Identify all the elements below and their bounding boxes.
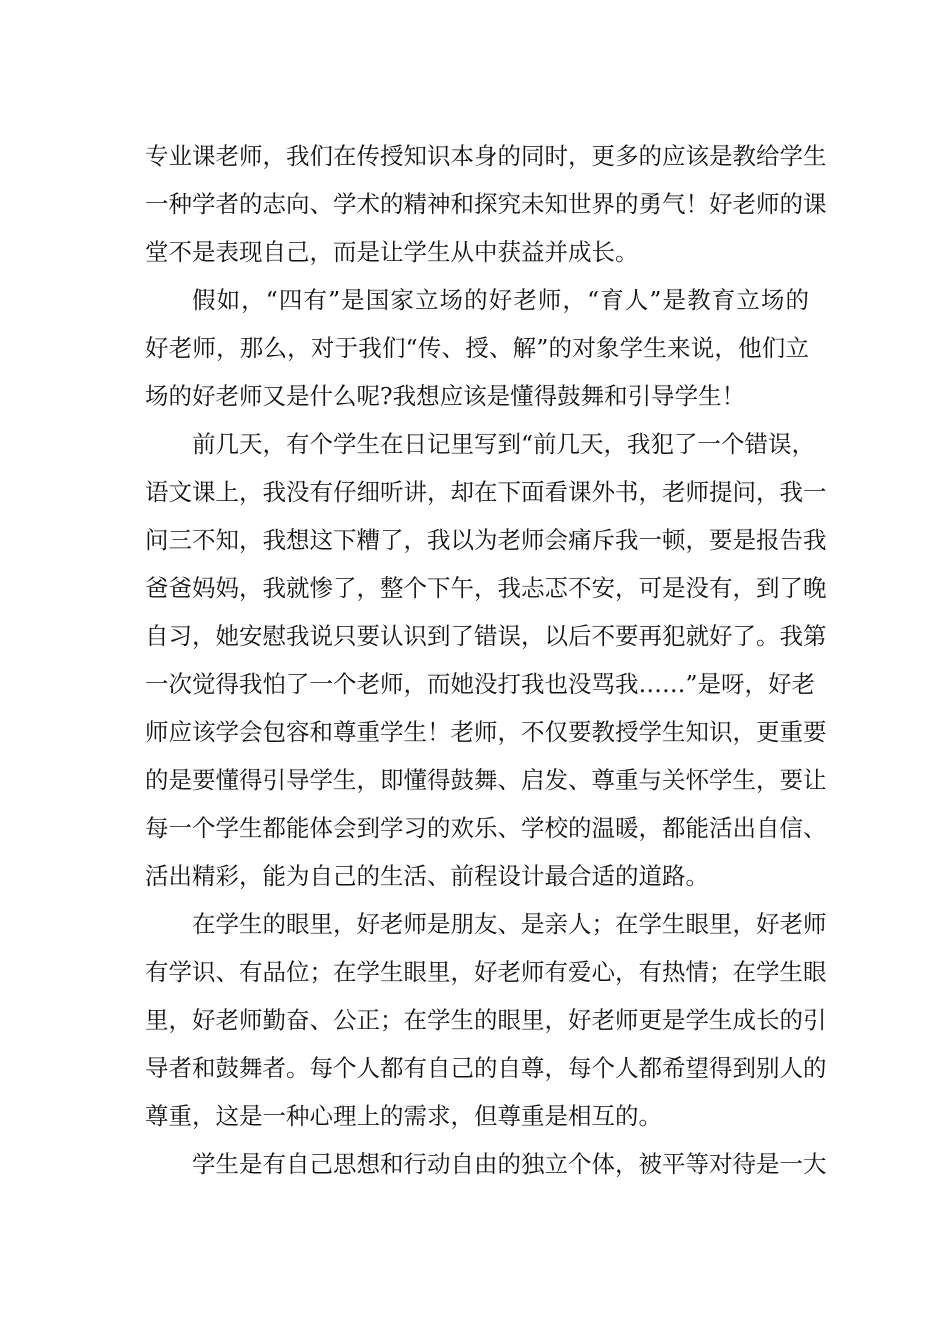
paragraph [145,900,827,1140]
text-line: 的是要懂得引导学生，即懂得鼓舞、启发、尊重与关怀学生，要让 [145,766,827,794]
text-line: 师应该学会包容和尊重学生！老师，不仅要教授学生知识，更重要 [145,718,827,746]
text-line: 爸爸妈妈，我就惨了，整个下午，我忐忑不安，可是没有，到了晚 [145,574,827,602]
text-line: 学生是有自己思想和行动自由的独立个体，被平等对待是一大 [192,1150,827,1178]
text-line: 里，好老师勤奋、公正；在学生的眼里，好老师更是学生成长的引 [145,1006,827,1034]
paragraph [145,420,827,900]
document-body [145,132,827,1188]
paragraph [145,276,809,420]
text-line: 假如，“四有”是国家立场的好老师，“育人”是教育立场的 [192,286,809,314]
paragraph [145,132,827,276]
text-line: 一种学者的志向、学术的精神和探究未知世界的勇气！好老师的课 [145,190,827,218]
paragraph [145,1140,827,1188]
text-line: 好老师，那么，对于我们“传、授、解”的对象学生来说，他们立 [145,334,809,362]
text-line: 专业课老师，我们在传授知识本身的同时，更多的应该是教给学生 [145,142,827,170]
text-line: 活出精彩，能为自己的生活、前程设计最合适的道路。 [145,862,709,890]
text-line: 导者和鼓舞者。每个人都有自己的自尊，每个人都希望得到别人的 [145,1054,827,1082]
text-line: 自习，她安慰我说只要认识到了错误，以后不要再犯就好了。我第 [145,622,827,650]
text-line: 问三不知，我想这下糟了，我以为老师会痛斥我一顿，要是报告我 [145,526,827,554]
text-line: 一次觉得我怕了一个老师，而她没打我也没骂我……”是呀，好老 [145,670,816,698]
text-line: 尊重，这是一种心理上的需求，但尊重是相互的。 [145,1102,662,1130]
text-line: 语文课上，我没有仔细听讲，却在下面看课外书，老师提问，我一 [145,478,827,506]
text-line: 在学生的眼里，好老师是朋友、是亲人；在学生眼里，好老师 [192,910,827,938]
text-line: 堂不是表现自己，而是让学生从中获益并成长。 [145,238,639,266]
text-line: 场的好老师又是什么呢?我想应该是懂得鼓舞和引导学生！ [145,382,746,410]
text-line: 有学识、有品位；在学生眼里，好老师有爱心，有热情；在学生眼 [145,958,827,986]
text-line: 每一个学生都能体会到学习的欢乐、学校的温暖，都能活出自信、 [145,814,827,842]
text-line: 前几天，有个学生在日记里写到“前几天，我犯了一个错误， [192,430,816,458]
